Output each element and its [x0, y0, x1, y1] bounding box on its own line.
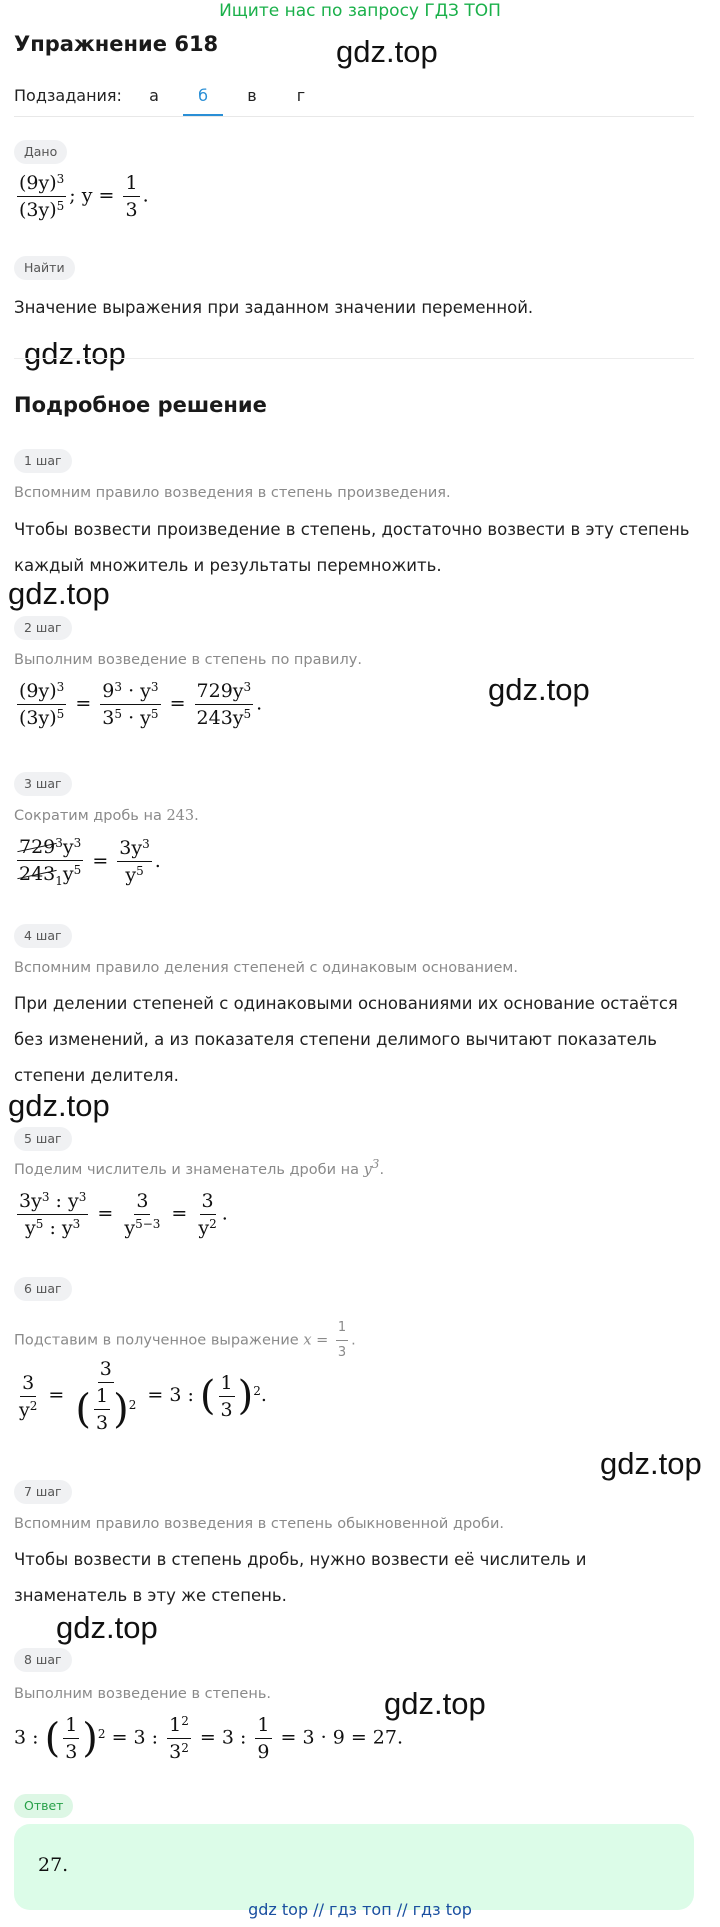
step-6-expression: $\frac{3}{y^2}$ = 3 ( $\frac{1}{3}$ )$^2$ = 3 : ( $\frac{1}{3}$ )$^2$. [19, 1358, 267, 1434]
divider [14, 358, 694, 359]
step-note: Подставим в полученное выражение x = $\frac{1}{3}$ . [14, 1320, 356, 1360]
answer-value: 27. [38, 1854, 69, 1876]
step-chip: 4 шаг [14, 924, 72, 948]
step-chip: 3 шаг [14, 772, 72, 796]
step-chip: 7 шаг [14, 1480, 72, 1504]
find-text: Значение выражения при заданном значении переменной. [14, 298, 534, 317]
solution-title: Подробное решение [14, 393, 267, 417]
tab-g[interactable]: г [296, 86, 306, 105]
step-text: Чтобы возвести произведение в степень, достаточно возвести в эту степень каждый множитель и результаты перемножить. [14, 520, 690, 575]
tab-v[interactable]: в [247, 86, 257, 105]
step-chip: 5 шаг [14, 1127, 72, 1151]
step-3-expression: $\frac{729^3y^3}{243_1y^5}$ = $\frac{3y^3}{y^5}$ . [19, 836, 161, 888]
step-note: Выполним возведение в степень по правилу. [14, 652, 362, 668]
given-expression: $\frac{(9y)^3}{(3y)^5}$ ; y = $\frac{1}{3}$ . [19, 172, 149, 221]
tab-b[interactable]: б [183, 86, 223, 116]
step-note: Поделим числитель и знаменатель дроби на $y^3$. [14, 1157, 385, 1178]
step-note: Вспомним правило деления степеней с одинаковым основанием. [14, 960, 518, 976]
page-title: Упражнение 618 [14, 32, 219, 56]
given-chip: Дано [14, 140, 67, 164]
step-text: Чтобы возвести в степень дробь, нужно возвести её числитель и знаменатель в эту же степень. [14, 1550, 587, 1605]
step-5-expression: $\frac{3y^3 : y^3}{y^5 : y^3}$ = $\frac{3}{y^{5-3}}$ = $\frac{3}{y^2}$ . [19, 1190, 228, 1239]
tab-a[interactable]: а [149, 86, 159, 105]
subtasks-label: Подзадания: [14, 86, 122, 105]
watermark: gdz.top [600, 1446, 702, 1481]
watermark: gdz.top [24, 336, 126, 371]
answer-chip: Ответ [14, 1794, 73, 1818]
step-8-expression: 3 : ( $\frac{1}{3}$ )$^2$ = 3 : $\frac{1^2}{3^2}$ = 3 : $\frac{1}{9}$ = 3 · 9 = 27. [14, 1714, 404, 1763]
step-chip: 8 шаг [14, 1648, 72, 1672]
step-note: Вспомним правило возведения в степень обыкновенной дроби. [14, 1516, 505, 1532]
step-text: При делении степеней с одинаковыми основаниями их основание остаётся без изменений, а из показателя степени делимого вычитают показатель степени делителя. [14, 994, 678, 1085]
top-banner[interactable]: Ищите нас по запросу ГДЗ ТОП [219, 1, 501, 21]
step-note: Вспомним правило возведения в степень произведения. [14, 485, 451, 501]
watermark: gdz.top [488, 672, 590, 707]
step-2-expression: $\frac{(9y)^3}{(3y)^5}$ = $\frac{9^3 \cdot y^3}{3^5 \cdot y^5}$ = $\frac{729y^3}{243y^5}$ . [19, 680, 263, 729]
watermark: gdz.top [8, 576, 110, 611]
step-note: Сократим дробь на 243. [14, 808, 199, 824]
watermark: gdz.top [384, 1686, 486, 1721]
step-chip: 6 шаг [14, 1277, 72, 1301]
find-chip: Найти [14, 256, 75, 280]
watermark: gdz.top [8, 1088, 110, 1123]
footer-links[interactable]: gdz top // гдз топ // гдз top [248, 1900, 472, 1919]
watermark: gdz.top [336, 34, 438, 69]
step-chip: 1 шаг [14, 449, 72, 473]
subtasks-row [14, 84, 694, 117]
step-note: Выполним возведение в степень. [14, 1686, 271, 1702]
watermark: gdz.top [56, 1610, 158, 1645]
step-chip: 2 шаг [14, 616, 72, 640]
